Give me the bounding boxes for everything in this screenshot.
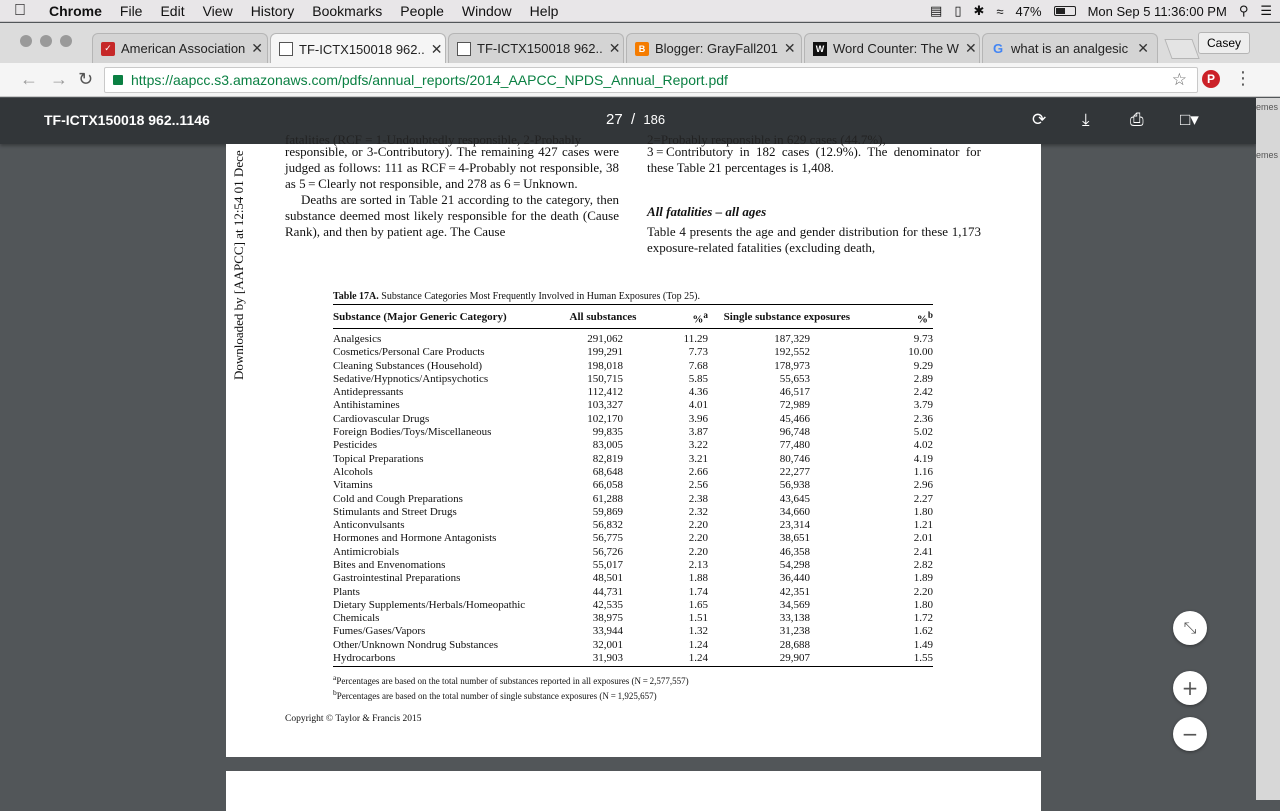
text-column-left [285, 132, 619, 240]
cell-all-count: 83,005 [592, 439, 623, 452]
cell-single-count: 96,748 [779, 426, 810, 439]
cell-all-count: 55,017 [592, 559, 623, 571]
cell-all-pct: 1.24 [688, 638, 708, 651]
col-header-substance: Substance (Major Generic Category) [333, 305, 563, 329]
paragraph: Table 4 presents the age and gender distribution for these 1,173 exposure-related fatalities (excluding death, [647, 224, 981, 255]
tab-blogger[interactable]: B Blogger: GrayFall201 ✕ [626, 33, 802, 63]
battery-percent[interactable]: 47% [1015, 3, 1042, 19]
cell-single-count: 56,938 [779, 479, 810, 492]
pdf-next-page [226, 771, 1041, 811]
cell-all-count: 56,775 [592, 532, 623, 545]
download-watermark: Downloaded by [AAPCC] at 12:54 01 Dece [231, 150, 246, 380]
cell-all-pct: 1.88 [688, 572, 708, 585]
col-header-all: All substances [563, 305, 643, 329]
rotate-icon[interactable]: ⟳ [1032, 110, 1047, 129]
cell-all-pct: 3.87 [688, 426, 708, 439]
table-row [333, 479, 933, 492]
zoom-out-button[interactable]: − [1173, 717, 1207, 751]
cell-all-count: 32,001 [592, 638, 623, 651]
cell-single-pct: 9.29 [913, 359, 933, 372]
cell-substance: Other/Unknown Nondrug Substances [333, 638, 498, 651]
cell-single-pct: 4.19 [913, 452, 933, 465]
section-heading: All fatalities – all ages [647, 204, 767, 219]
cell-single-count: 28,688 [779, 638, 810, 651]
tab-pdf-2[interactable]: TF-ICTX150018 962.. ✕ [448, 33, 624, 63]
cell-all-count: 66,058 [592, 479, 623, 492]
blogger-icon: B [635, 42, 649, 56]
zoom-in-button[interactable]: + [1173, 671, 1207, 705]
cell-single-count: 187,329 [774, 332, 810, 345]
cell-all-pct: 2.20 [688, 532, 708, 545]
table-row [333, 399, 933, 412]
paragraph: Deaths are sorted in Table 21 according to the category, then substance deemed most likely responsible for the death (Cause Rank), and then by patient age. The Cause [285, 192, 619, 239]
cell-all-pct: 3.21 [688, 452, 708, 465]
tab-pdf-active[interactable]: TF-ICTX150018 962.. ✕ [270, 33, 446, 64]
cell-all-pct: 1.74 [688, 585, 708, 598]
cell-all-count: 198,018 [587, 359, 623, 372]
cell-substance: Stimulants and Street Drugs [333, 505, 457, 518]
cell-all-pct: 5.85 [688, 372, 708, 385]
cell-single-count: 46,358 [779, 545, 810, 558]
cell-all-count: 102,170 [587, 412, 623, 425]
table-row [333, 572, 933, 585]
table-row [333, 612, 933, 625]
cell-single-pct: 1.55 [858, 652, 933, 667]
aapcc-favicon-icon: ✓ [101, 42, 115, 56]
document-icon [457, 42, 471, 56]
col-header-pct-a: %$^a$ [643, 305, 708, 329]
cell-single-count: 34,660 [779, 505, 810, 518]
cell-single-pct: 2.20 [913, 585, 933, 598]
cell-single-count: 178,973 [774, 359, 810, 372]
cell-single-pct: 1.80 [913, 598, 933, 611]
table-row [333, 532, 933, 545]
page-indicator: 27 / 186 [606, 111, 666, 128]
paragraph: responsible, or 3-Contributory). The remaining 427 cases were judged as follows: 111 as RCF = 4-Probably not responsible, 38 as 5 = Clearly not responsible, and 278 as 6 = Unknown. [285, 144, 619, 191]
cell-single-pct: 9.73 [913, 332, 933, 345]
close-tab-icon[interactable]: ✕ [1137, 40, 1149, 56]
table-row [333, 506, 933, 519]
bookmark-dropdown-icon[interactable]: □▾ [1180, 110, 1199, 129]
table-body [333, 328, 933, 666]
cell-single-pct: 1.80 [913, 505, 933, 518]
minimize-window-button[interactable] [40, 35, 52, 47]
google-icon: G [992, 41, 1004, 56]
apple-menu-icon[interactable] [0, 2, 40, 20]
cell-all-pct: 1.65 [688, 598, 708, 611]
menu-file[interactable]: File [119, 2, 143, 19]
cell-all-pct: 3.96 [688, 412, 708, 425]
cell-single-count: 45,466 [779, 412, 810, 425]
address-bar[interactable] [104, 67, 1198, 93]
table-row [333, 346, 933, 359]
cell-all-count: 48,501 [592, 572, 623, 585]
forward-arrow-icon[interactable]: → [50, 69, 68, 89]
current-page-input[interactable]: 27 [606, 111, 623, 128]
menu-help[interactable]: Help [529, 2, 559, 19]
clock[interactable]: Mon Sep 5 11:36:00 PM [1087, 3, 1227, 19]
url-text[interactable]: https://aapcc.s3.amazonaws.com/pdfs/annual_reports/2014_AAPCC_NPDS_Annual_Report.pdf [131, 72, 728, 88]
cell-single-count: 23,314 [779, 519, 810, 532]
cell-single-count: 43,645 [779, 492, 810, 505]
cell-substance: Cosmetics/Personal Care Products [333, 346, 485, 359]
cell-substance: Antimicrobials [333, 545, 399, 558]
window-controls [20, 35, 72, 47]
cell-all-count: 199,291 [587, 346, 623, 359]
cell-single-count: 54,298 [779, 559, 810, 571]
cell-substance: Chemicals [333, 612, 380, 625]
table-row [333, 386, 933, 399]
cut-off-line: fatalities (RCF = 1-Undoubtedly responsible, 2-Probably [285, 132, 582, 147]
footnote-b: $^b$Percentages are based on the total number of single substance exposures (N = 1,925,657) [333, 688, 657, 701]
table-row [333, 586, 933, 599]
cell-single-count: 42,351 [779, 585, 810, 598]
lock-icon [113, 75, 123, 85]
cell-substance: Topical Preparations [333, 452, 424, 465]
bluetooth-icon[interactable]: ✱ [973, 3, 985, 18]
menu-view[interactable]: View [202, 2, 233, 19]
cell-all-count: 56,726 [592, 545, 623, 558]
notification-center-icon[interactable]: ☰ [1260, 3, 1272, 18]
cell-all-pct: 1.32 [688, 625, 708, 638]
battery-icon[interactable] [1054, 6, 1076, 16]
table-row [333, 559, 933, 572]
cell-single-pct: 5.02 [913, 426, 933, 439]
cell-all-pct: 7.73 [688, 346, 708, 359]
cell-single-pct: 2.27 [913, 492, 933, 505]
cell-single-count: 80,746 [779, 452, 810, 465]
cell-single-count: 36,440 [779, 572, 810, 585]
browser-toolbar [0, 63, 1280, 97]
close-tab-icon[interactable]: ✕ [783, 40, 796, 56]
paragraph: 3 = Contributory in 182 cases (12.9%). The denominator for these Table 21 percentages is 1,408. [647, 144, 981, 175]
fit-to-page-icon[interactable]: ⤡ [1173, 611, 1207, 645]
cell-all-count: 112,412 [587, 386, 623, 399]
cell-single-pct: 2.82 [913, 559, 933, 571]
cell-all-pct: 4.36 [688, 386, 708, 399]
spotlight-icon[interactable]: ⚲ [1238, 3, 1249, 18]
pdf-document-title: TF-ICTX150018 962..1146 [44, 112, 210, 128]
cell-single-pct: 1.16 [913, 465, 933, 478]
tab-word-counter[interactable]: W Word Counter: The W ✕ [804, 33, 980, 63]
cell-substance: Analgesics [333, 332, 382, 345]
pdf-page [226, 132, 1041, 757]
close-tab-icon[interactable]: ✕ [964, 40, 977, 56]
cell-all-count: 68,648 [592, 465, 623, 478]
word-counter-icon: W [813, 42, 827, 56]
menu-window[interactable]: Window [461, 2, 512, 19]
cell-substance: Hydrocarbons [333, 652, 563, 667]
col-header-single: Single substance exposures [708, 305, 858, 329]
cell-single-count: 192,552 [774, 346, 810, 359]
cell-single-pct: 2.89 [913, 372, 933, 385]
cell-single-pct: 2.42 [913, 386, 933, 399]
airplay-icon[interactable]: ▯ [954, 3, 962, 18]
tab-google-search[interactable]: G what is an analgesic ✕ [982, 33, 1158, 63]
new-tab-button[interactable] [1164, 39, 1199, 59]
cell-all-count: 33,944 [592, 625, 623, 638]
substance-table [333, 304, 933, 667]
cell-all-count: 103,327 [587, 399, 623, 412]
cell-single-pct: 2.36 [913, 412, 933, 425]
cell-single-pct: 1.89 [913, 572, 933, 585]
tab-american-association[interactable]: ✓ American Association ✕ [92, 33, 268, 63]
cell-substance: Sedative/Hypnotics/Antipsychotics [333, 372, 489, 385]
cell-all-pct: 1.51 [688, 612, 708, 625]
cell-substance: Alcohols [333, 465, 373, 478]
close-tab-icon[interactable]: ✕ [608, 40, 621, 56]
cell-all-count: 291,062 [587, 332, 623, 345]
cell-all-pct: 4.01 [688, 399, 708, 412]
table-row [333, 599, 933, 612]
close-window-button[interactable] [20, 35, 32, 47]
table-row [333, 546, 933, 559]
cell-single-count: 22,277 [779, 465, 810, 478]
cell-all-count: 150,715 [587, 372, 623, 385]
table-row [333, 466, 933, 479]
zoom-window-button[interactable] [60, 35, 72, 47]
menu-people[interactable]: People [400, 2, 444, 19]
cell-substance: Hormones and Hormone Antagonists [333, 532, 497, 545]
download-icon[interactable]: ⤓ [1082, 110, 1090, 129]
background-window-edge: emes emes [1256, 98, 1280, 800]
cell-substance: Gastrointestinal Preparations [333, 572, 461, 585]
cell-single-count: 31,238 [779, 625, 810, 638]
close-tab-icon[interactable]: ✕ [430, 40, 443, 57]
cell-single-pct: 1.62 [913, 625, 933, 638]
menu-history[interactable]: History [250, 2, 295, 19]
cell-all-count: 99,835 [592, 426, 623, 439]
cell-all-pct: 1.24 [643, 652, 708, 667]
cell-substance: Antihistamines [333, 399, 400, 412]
table-row [333, 625, 933, 638]
reload-icon[interactable]: ↻ [78, 69, 94, 89]
wifi-icon[interactable]: ≈ [996, 3, 1004, 19]
cell-single-count: 38,651 [779, 532, 810, 545]
menu-edit[interactable]: Edit [160, 2, 185, 19]
table-footnotes [333, 672, 689, 702]
cell-all-count: 38,975 [592, 612, 623, 625]
cell-all-pct: 2.56 [688, 479, 708, 492]
cell-all-pct: 3.22 [688, 439, 708, 452]
cell-single-pct: 1.72 [913, 612, 933, 625]
cell-all-pct: 2.66 [688, 465, 708, 478]
cell-single-count: 77,480 [779, 439, 810, 452]
table-row [333, 328, 933, 346]
cell-all-pct: 7.68 [688, 359, 708, 372]
cell-single-count: 34,569 [779, 598, 810, 611]
cell-substance: Bites and Envenomations [333, 559, 446, 571]
cell-substance: Plants [333, 585, 360, 598]
cell-all-pct: 2.13 [688, 559, 708, 571]
table-header-row [333, 305, 933, 329]
table-row [333, 373, 933, 386]
cut-off-line: 2=Probably responsible in 629 cases (44.7%), [647, 132, 886, 147]
menu-bookmarks[interactable]: Bookmarks [312, 2, 383, 19]
cell-substance: Antidepressants [333, 386, 404, 399]
cell-all-count: 44,731 [592, 585, 623, 598]
table-row [333, 493, 933, 506]
back-arrow-icon[interactable]: ← [20, 69, 38, 89]
table-row [333, 453, 933, 466]
cell-all-count: 82,819 [592, 452, 623, 465]
cell-all-pct: 2.38 [688, 492, 708, 505]
cell-single-pct: 3.79 [913, 399, 933, 412]
table-row [333, 519, 933, 532]
cell-all-pct: 2.20 [688, 519, 708, 532]
text-column-right [647, 132, 981, 256]
table-row [333, 426, 933, 439]
copyright-notice: Copyright © Taylor & Francis 2015 [285, 714, 422, 724]
pdf-toolbar [0, 98, 1256, 147]
bookmark-star-icon[interactable]: ☆ [1171, 70, 1187, 89]
cell-substance: Anticonvulsants [333, 519, 405, 532]
screen-share-icon[interactable]: ▤ [930, 3, 943, 18]
table-row [333, 360, 933, 373]
table-row [333, 413, 933, 426]
cell-all-pct: 2.20 [688, 545, 708, 558]
cell-substance: Cold and Cough Preparations [333, 492, 463, 505]
cell-single-count: 29,907 [708, 652, 858, 667]
cell-substance: Cleaning Substances (Household) [333, 359, 483, 372]
cell-substance: Fumes/Gases/Vapors [333, 625, 426, 638]
cell-substance: Pesticides [333, 439, 377, 452]
chrome-menu-icon[interactable]: ⋮ [1234, 68, 1252, 88]
cell-single-pct: 2.01 [913, 532, 933, 545]
cell-single-count: 46,517 [779, 386, 810, 399]
cell-all-count: 61,288 [592, 492, 623, 505]
profile-button[interactable]: Casey [1198, 32, 1250, 54]
menu-chrome[interactable]: Chrome [49, 2, 102, 19]
cell-single-pct: 2.96 [913, 479, 933, 492]
cell-all-count: 56,832 [592, 519, 623, 532]
cell-all-pct: 11.29 [683, 332, 708, 345]
table-caption: Table 17A. Substance Categories Most Frequently Involved in Human Exposures (Top 25). [333, 291, 700, 302]
cell-single-pct: 2.41 [913, 545, 933, 558]
cell-single-count: 33,138 [779, 612, 810, 625]
pinterest-icon[interactable]: P [1202, 70, 1220, 88]
col-header-pct-b: %$^b$ [858, 305, 933, 329]
cell-single-count: 55,653 [779, 372, 810, 385]
status-area [930, 0, 1272, 22]
footnote-a: $^a$Percentages are based on the total number of substances reported in all exposures (N = 2,577,557) [333, 673, 689, 686]
cell-all-count: 42,535 [592, 598, 623, 611]
table-row [333, 652, 933, 667]
cell-single-count: 72,989 [779, 399, 810, 412]
table-row [333, 439, 933, 452]
document-icon [279, 42, 293, 56]
macos-menu-bar [0, 0, 1280, 22]
cell-single-pct: 1.21 [913, 519, 933, 532]
cell-substance: Foreign Bodies/Toys/Miscellaneous [333, 426, 492, 439]
cell-single-pct: 10.00 [908, 346, 933, 359]
cell-single-pct: 1.49 [913, 638, 933, 651]
cell-substance: Dietary Supplements/Herbals/Homeopathic [333, 598, 526, 611]
print-icon[interactable]: ⎙ [1130, 110, 1144, 129]
total-pages: 186 [643, 112, 666, 127]
cell-single-pct: 4.02 [913, 439, 933, 452]
tab-strip [0, 23, 1280, 63]
cell-substance: Vitamins [333, 479, 373, 492]
close-tab-icon[interactable]: ✕ [251, 40, 264, 56]
cell-all-count: 59,869 [592, 505, 623, 518]
cell-substance: Cardiovascular Drugs [333, 412, 430, 425]
cell-all-pct: 2.32 [688, 505, 708, 518]
table-row [333, 639, 933, 652]
cell-all-count: 31,903 [563, 652, 643, 667]
